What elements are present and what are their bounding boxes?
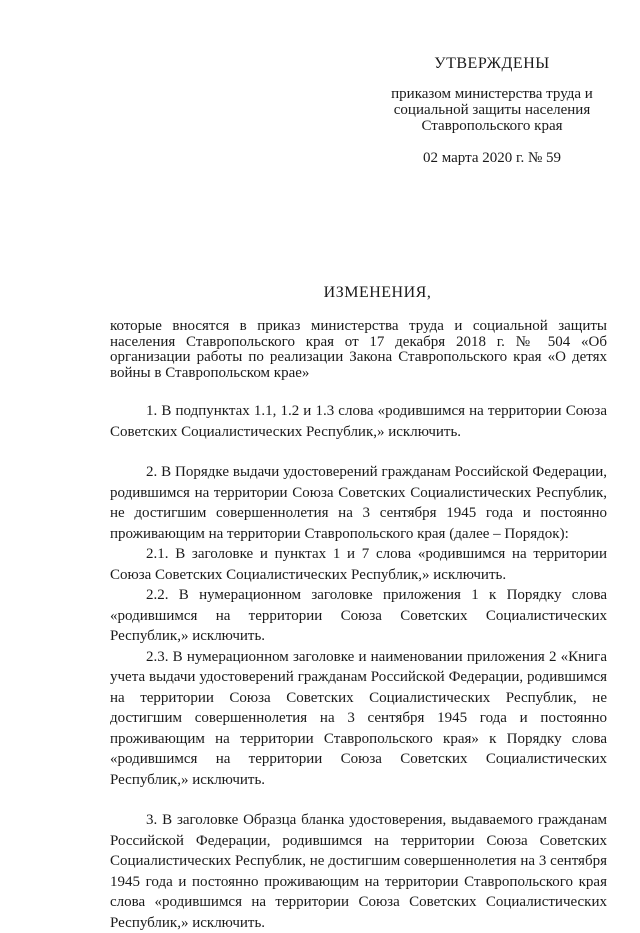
paragraph-2-2: 2.2. В нумерационном заголовке приложения 1 к Порядку слова «родившимся на территории Союза Советских Социалистических Республик,» исключить. [110, 587, 607, 644]
approval-date: 02 марта 2020 г. № 59 [422, 150, 562, 166]
paragraph-1: 1. В подпунктах 1.1, 1.2 и 1.3 слова «родившимся на территории Союза Советских Социалистических Республик,» исключить. [110, 403, 607, 440]
document-subtitle: которые вносятся в приказ министерства труда и социальной защиты населения Ставропольского края от 17 декабря 2018 г. № 504 «Об организации работы по реализации Закона Ставропольского края «О детях войны в Ставропольском крае» [110, 318, 607, 381]
approval-block [372, 56, 612, 166]
approval-line-1: приказом министерства труда и [391, 86, 593, 102]
paragraph-3: 3. В заголовке Образца бланка удостоверения, выдаваемого гражданам Российской Федерации, родившимся на территории Союза Советских Социалистических Республик, не достигшим совершеннолетия на 3 сентября 1945 года и постоянно проживающим на территории Ставропольского края слова «родившимся на территории Союза Советских Социалистических Республик,» исключить. [110, 812, 607, 931]
paragraph-2-1: 2.1. В заголовке и пунктах 1 и 7 слова «родившимся на территории Союза Советских Социалистических Республик,» исключить. [110, 546, 607, 583]
document-body [110, 401, 607, 933]
paragraph-2-3: 2.3. В нумерационном заголовке и наименовании приложения 2 «Книга учета выдачи удостоверений гражданам Российской Федерации, родившимся на территории Союза Советских Социалистических Республик, не достигшим совершеннолетия на 3 сентября 1945 года и постоянно проживающим на территории Ставропольского края» к Порядку слова «родившимся на территории Союза Советских Социалистических Республик,» исключить. [110, 648, 607, 788]
approval-line-3: Ставропольского края [421, 118, 563, 134]
paragraph-2: 2. В Порядке выдачи удостоверений гражданам Российской Федерации, родившимся на территории Союза Советских Социалистических Республик, не достигшим совершеннолетия на 3 сентября 1945 года и постоянно проживающим на территории Ставропольского края (далее – Порядок): [110, 464, 607, 542]
approval-line-2: социальной защиты населения [393, 102, 591, 118]
document-heading: ИЗМЕНЕНИЯ, [323, 284, 432, 301]
approval-title: УТВЕРЖДЕНЫ [434, 55, 550, 72]
paragraph-gap [110, 442, 607, 462]
paragraph-gap [110, 790, 607, 810]
